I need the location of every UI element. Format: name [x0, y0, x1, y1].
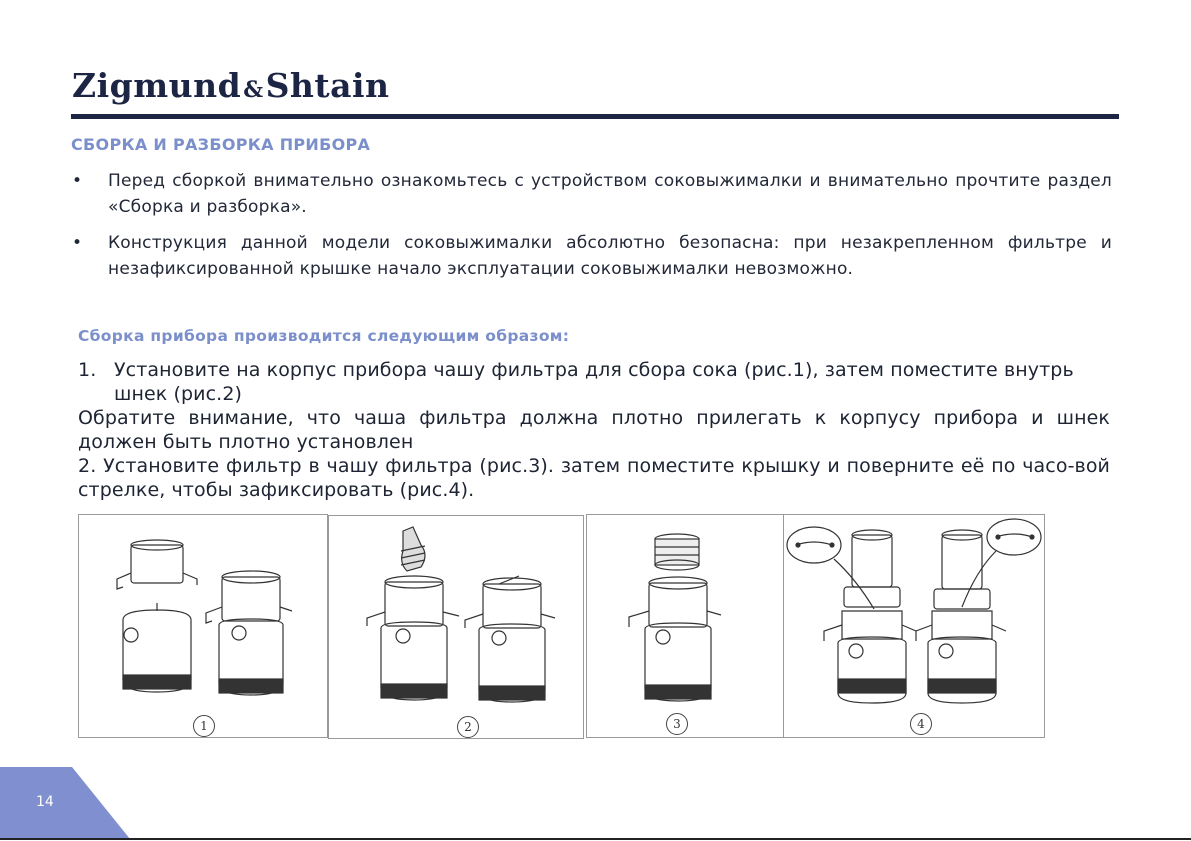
figure-1 [78, 514, 328, 738]
bullet-dot: • [72, 233, 83, 253]
figure-4-label: 4 [910, 713, 932, 735]
bullet-text: Конструкция данной модели соковыжималки абсолютно безопасна: при незакрепленном фильтре и незафиксированной крышке начало эксплуатации соковыжималки невозможно. [108, 233, 1112, 279]
figure-4 [783, 514, 1045, 738]
intro-bullet-2 [72, 230, 1112, 282]
juicer-illustration-1 [79, 515, 327, 737]
figure-2-label: 2 [457, 716, 479, 738]
section-title: СБОРКА И РАЗБОРКА ПРИБОРА [71, 135, 371, 154]
intro-bullet-list [72, 168, 1112, 292]
assembly-subtitle: Сборка прибора производится следующим образом: [78, 327, 570, 345]
assembly-note: Обратите внимание, что чаша фильтра должна плотно прилегать к корпусу прибора и шнек должен быть плотно установлен [78, 407, 1110, 453]
juicer-illustration-2 [329, 516, 583, 738]
page-corner-accent [0, 767, 132, 841]
figure-2 [328, 515, 584, 739]
logo-part2: Shtain [265, 66, 390, 105]
logo-ampersand: & [243, 77, 264, 103]
header-rule [71, 114, 1119, 119]
page-number: 14 [36, 794, 54, 810]
intro-bullet-1 [72, 168, 1112, 220]
bullet-text: Перед сборкой внимательно ознакомьтесь с устройством соковыжималки и внимательно прочтите раздел «Сборка и разборка». [108, 171, 1112, 217]
step-2-text: 2. Установите фильтр в чашу фильтра (рис.3). затем поместите крышку и поверните её по часо-вой стрелке, чтобы зафиксировать (рис.4). [78, 455, 1110, 501]
step-1-line-2: шнек (рис.2) [114, 383, 243, 405]
juicer-illustration-4 [784, 515, 1044, 737]
step-1-line-1 [78, 358, 1110, 382]
assembly-steps [78, 358, 1110, 502]
figure-3 [586, 514, 784, 738]
brand-logo [72, 66, 390, 105]
bullet-dot: • [72, 171, 83, 191]
logo-part1: Zigmund [72, 66, 242, 105]
corner-shape [0, 767, 130, 839]
figure-1-label: 1 [193, 715, 215, 737]
bottom-rule [0, 838, 1191, 840]
step-1-text: Установите на корпус прибора чашу фильтра для сбора сока (рис.1), затем поместите внутрь [114, 359, 1074, 381]
step-1-number: 1. [78, 359, 97, 381]
juicer-illustration-3 [587, 515, 783, 737]
figure-3-label: 3 [666, 713, 688, 735]
